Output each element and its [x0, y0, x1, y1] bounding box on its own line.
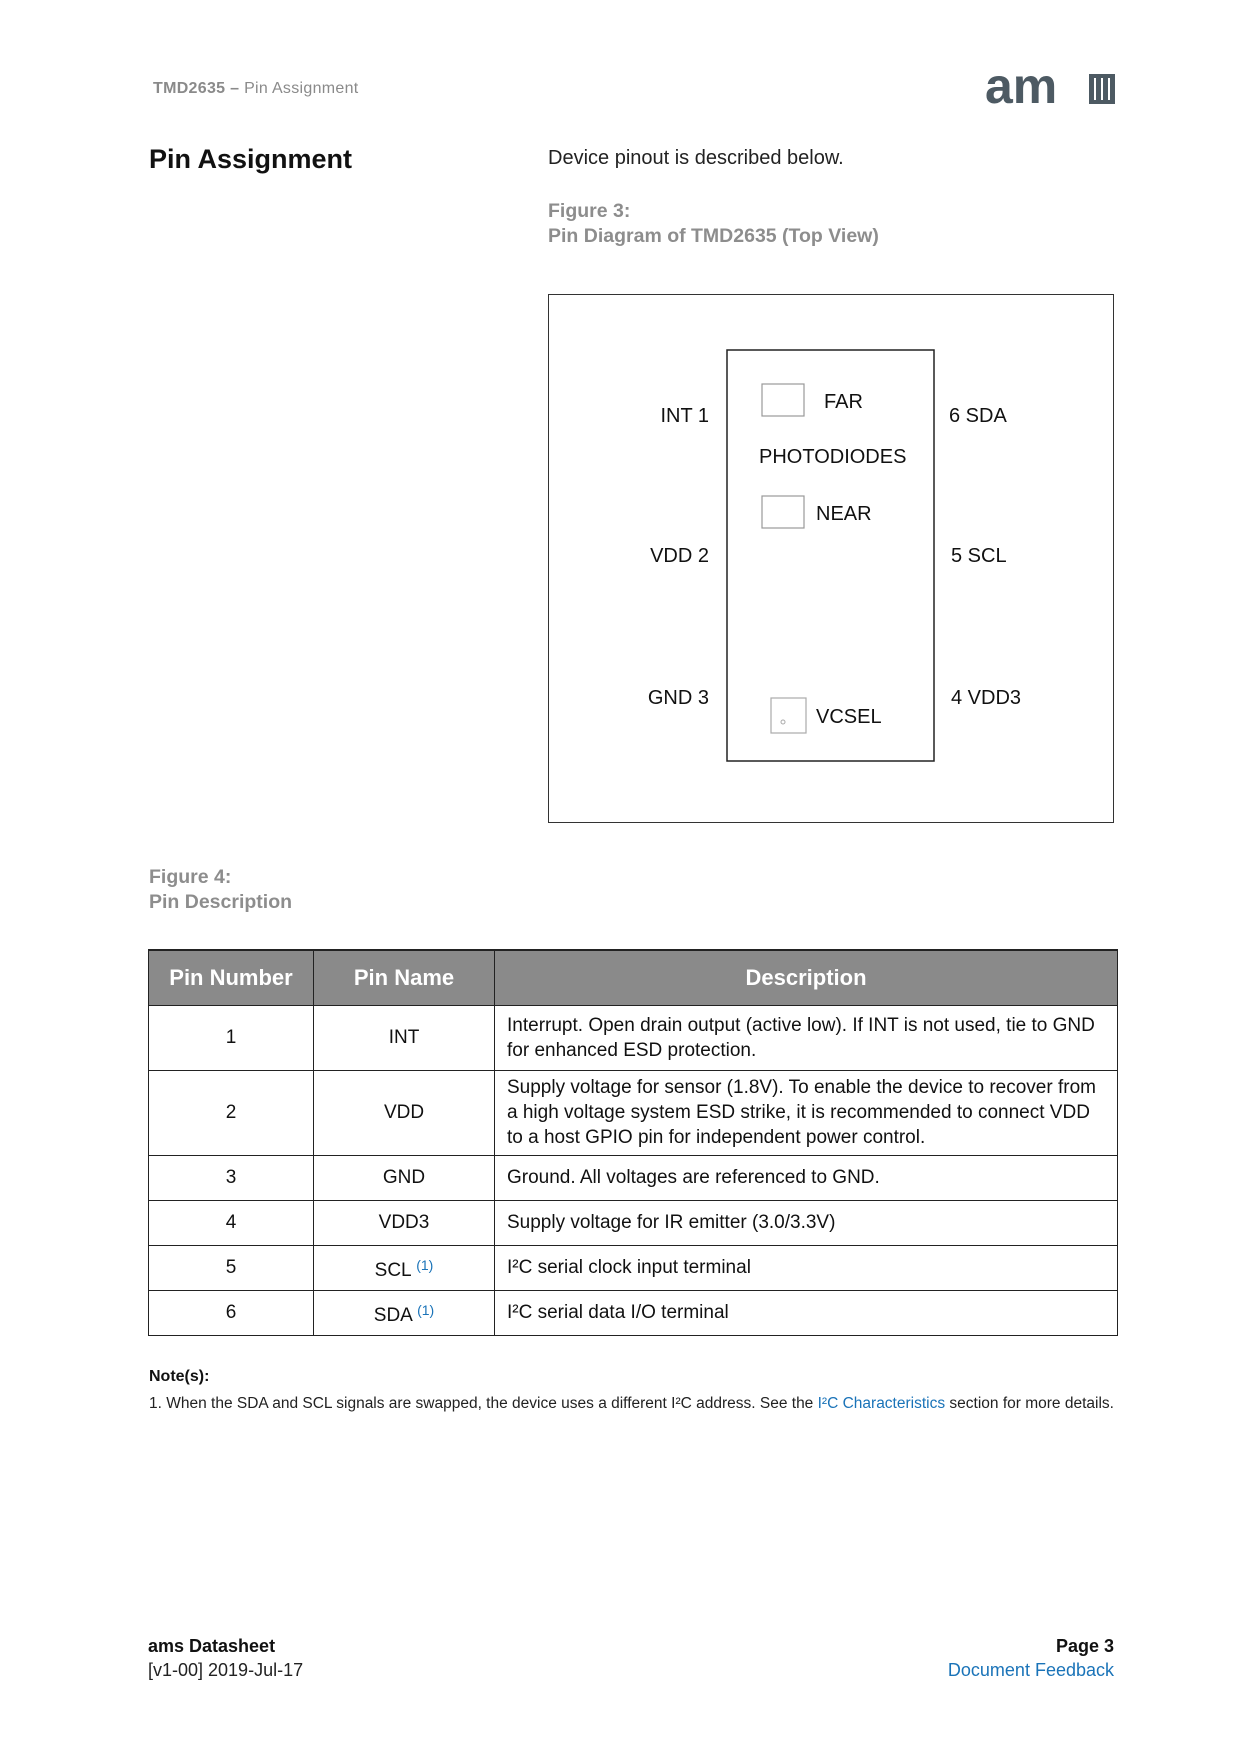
pin-name-cell: [314, 1155, 495, 1200]
table-row: [149, 1245, 1118, 1290]
pin-name-cell: [314, 1290, 495, 1335]
pin-number-cell: 1: [149, 1005, 314, 1070]
figure3-caption: [548, 199, 879, 249]
pin-diagram: [548, 294, 1114, 823]
pin-name-cell: [314, 1200, 495, 1245]
pin-description-cell: [495, 1155, 1118, 1200]
table-row: [149, 1155, 1118, 1200]
pin-5-label: 5 SCL: [951, 545, 1007, 567]
note-text-after: section for more details.: [945, 1395, 1114, 1412]
footnote-ref[interactable]: (1): [416, 1256, 434, 1273]
footer-page-number: Page 3: [1055, 1636, 1114, 1656]
pin-number-cell: 4: [149, 1200, 314, 1245]
table-row: [149, 1200, 1118, 1245]
pin-name-cell: [314, 1005, 495, 1070]
pin-name: GND: [382, 1167, 426, 1188]
pin-name: INT: [388, 1027, 420, 1048]
table-row: [149, 1290, 1118, 1335]
footnote-ref[interactable]: (1): [417, 1301, 435, 1318]
figure4-caption: [149, 865, 292, 915]
near-photodiode: [762, 496, 804, 528]
pin-4-label: 4 VDD3: [951, 687, 1022, 709]
description-line: Ground. All voltages are referenced to GND.: [507, 1167, 880, 1188]
figure3-title: Pin Diagram of TMD2635 (Top View): [548, 225, 879, 247]
note-text-before: 1. When the SDA and SCL signals are swapped, the device uses a different I²C address. See the: [149, 1395, 818, 1412]
logo-text: am: [985, 66, 1058, 112]
table-header-row: [149, 950, 1118, 1005]
pin-name-cell: [314, 1070, 495, 1155]
running-header: [153, 80, 359, 98]
pin-name: SCL: [374, 1259, 411, 1281]
pin-description-cell: [495, 1290, 1118, 1335]
intro-text: Device pinout is described below.: [548, 147, 844, 169]
figure4-label: Figure 4:: [149, 866, 232, 888]
far-label: FAR: [824, 391, 863, 413]
header-description: Description: [495, 950, 1118, 1005]
description-line: I²C serial clock input terminal: [507, 1257, 751, 1278]
pin-3-label: GND 3: [647, 687, 709, 709]
document-feedback-link[interactable]: Document Feedback: [947, 1660, 1114, 1680]
pin-description-cell: [495, 1005, 1118, 1070]
footer-doc-type: ams Datasheet: [148, 1636, 276, 1656]
pin-1-label: INT 1: [660, 405, 709, 427]
notes-heading: Note(s):: [149, 1368, 210, 1385]
header-section: Pin Assignment: [244, 80, 359, 97]
description-line: to a host GPIO pin for independent power control.: [507, 1127, 926, 1148]
far-photodiode: [762, 384, 804, 416]
header-pin-number: Pin Number: [149, 950, 314, 1005]
pin-diagram-svg: [549, 295, 1115, 824]
pin-description-cell: [495, 1245, 1118, 1290]
header-separator: –: [230, 80, 240, 97]
pin-number-cell: 2: [149, 1070, 314, 1155]
footer-version: [v1-00] 2019-Jul-17: [148, 1660, 304, 1680]
pin-number-cell: 5: [149, 1245, 314, 1290]
description-line: Interrupt. Open drain output (active low). If INT is not used, tie to GND: [507, 1014, 1095, 1036]
pin-number-cell: 6: [149, 1290, 314, 1335]
description-line: I²C serial data I/O terminal: [507, 1302, 729, 1323]
description-line: Supply voltage for sensor (1.8V). To enable the device to recover from: [507, 1077, 1096, 1098]
figure3-label: Figure 3:: [548, 200, 631, 222]
i2c-characteristics-link[interactable]: I²C Characteristics: [817, 1395, 946, 1412]
vcsel-label: VCSEL: [816, 706, 882, 728]
pin-description-cell: [495, 1070, 1118, 1155]
pin-name-cell: [314, 1245, 495, 1290]
pin-2-label: VDD 2: [650, 545, 709, 567]
description-line: a high voltage system ESD strike, it is recommended to connect VDD: [507, 1102, 1090, 1123]
header-product: TMD2635: [153, 80, 226, 97]
pin-6-label: 6 SDA: [949, 405, 1007, 427]
pin-number-cell: 3: [149, 1155, 314, 1200]
pin-name: VDD3: [378, 1212, 430, 1233]
description-line: for enhanced ESD protection.: [507, 1039, 757, 1061]
pin-description-cell: [495, 1200, 1118, 1245]
figure4-title: Pin Description: [149, 891, 293, 913]
description-line: Supply voltage for IR emitter (3.0/3.3V): [507, 1212, 836, 1233]
vcsel-emitter: [771, 698, 806, 733]
header-pin-name: Pin Name: [314, 950, 495, 1005]
near-label: NEAR: [816, 503, 872, 525]
pin-description-table: [148, 949, 1118, 1336]
table-row: [149, 1005, 1118, 1070]
table-row: [149, 1070, 1118, 1155]
note-1: [149, 1395, 1114, 1413]
pin-name: SDA: [373, 1304, 412, 1326]
ams-logo: [985, 66, 1130, 112]
section-title: Pin Assignment: [149, 144, 353, 174]
logo-s-mark: [1089, 74, 1115, 104]
photodiodes-label: PHOTODIODES: [759, 446, 907, 468]
pin-name: VDD: [383, 1102, 425, 1123]
